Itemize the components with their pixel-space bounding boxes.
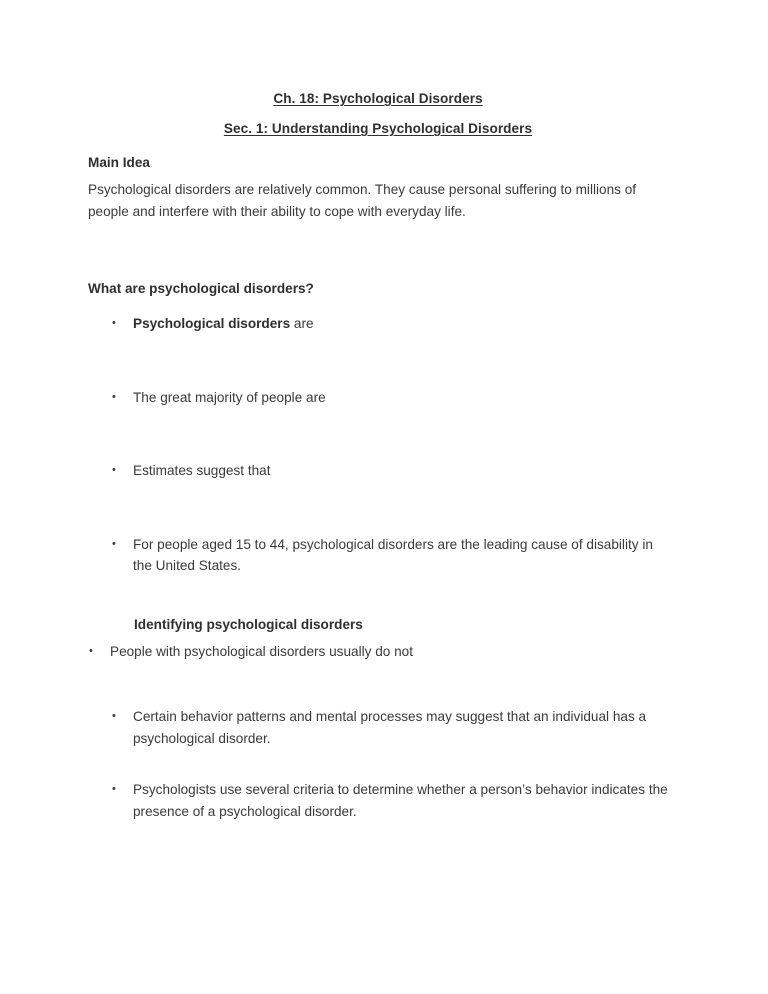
paragraph-main-idea: Psychological disorders are relatively common. They cause personal suffering to millions of people and interfere with their ability to cope with everyday life. [88, 182, 637, 219]
document-title-chapter [88, 88, 668, 109]
bullet-icon: • [112, 317, 116, 329]
list-item [112, 706, 668, 749]
spacer [88, 222, 668, 279]
list-item [89, 641, 668, 663]
list-item-text: Certain behavior patterns and mental processes may suggest that an individual has a psychological disorder. [133, 709, 647, 746]
spacer [88, 408, 668, 460]
list-item [112, 460, 668, 482]
spacer [88, 299, 668, 313]
bullet-icon: • [112, 390, 116, 403]
list-item [112, 534, 668, 577]
list-item-rest: are [290, 316, 314, 331]
list-item-text: Psychologists use several criteria to determine whether a person’s behavior indicates the presence of a psychological disorder. [133, 782, 668, 819]
list-item-text [112, 313, 668, 335]
spacer [88, 482, 668, 534]
list-item-text: The great majority of people are [133, 389, 326, 405]
list-item-bold-lead: Psychological disorders [133, 316, 291, 331]
bullet-icon: • [112, 783, 116, 795]
document-title-section-text: Sec. 1: Understanding Psychological Disorders [223, 121, 533, 136]
document-title-section [88, 118, 668, 139]
spacer [88, 662, 668, 706]
list-item [112, 387, 668, 409]
heading-what-are-psychological-disorders: What are psychological disorders? [88, 281, 314, 296]
title-spacer [88, 109, 668, 118]
bullet-icon: • [89, 644, 93, 657]
spacer [88, 749, 668, 779]
list-item-text: Estimates suggest that [133, 463, 271, 478]
spacer [88, 335, 668, 387]
spacer [88, 139, 668, 153]
document-content [88, 88, 668, 822]
bullet-icon: • [112, 537, 116, 550]
list-item-text: For people aged 15 to 44, psychological disorders are the leading cause of disability in the United States. [133, 536, 653, 573]
document-title-chapter-text: Ch. 18: Psychological Disorders [273, 91, 483, 106]
spacer [88, 577, 668, 615]
sub-heading-identifying-psychological-disorders: Identifying psychological disorders [134, 616, 363, 632]
bullet-icon: • [112, 464, 116, 476]
list-item [112, 313, 668, 335]
bullet-icon: • [112, 710, 116, 722]
heading-main-idea: Main Idea [88, 155, 150, 170]
list-item [112, 779, 668, 822]
list-item-text: People with psychological disorders usually do not [110, 643, 414, 659]
